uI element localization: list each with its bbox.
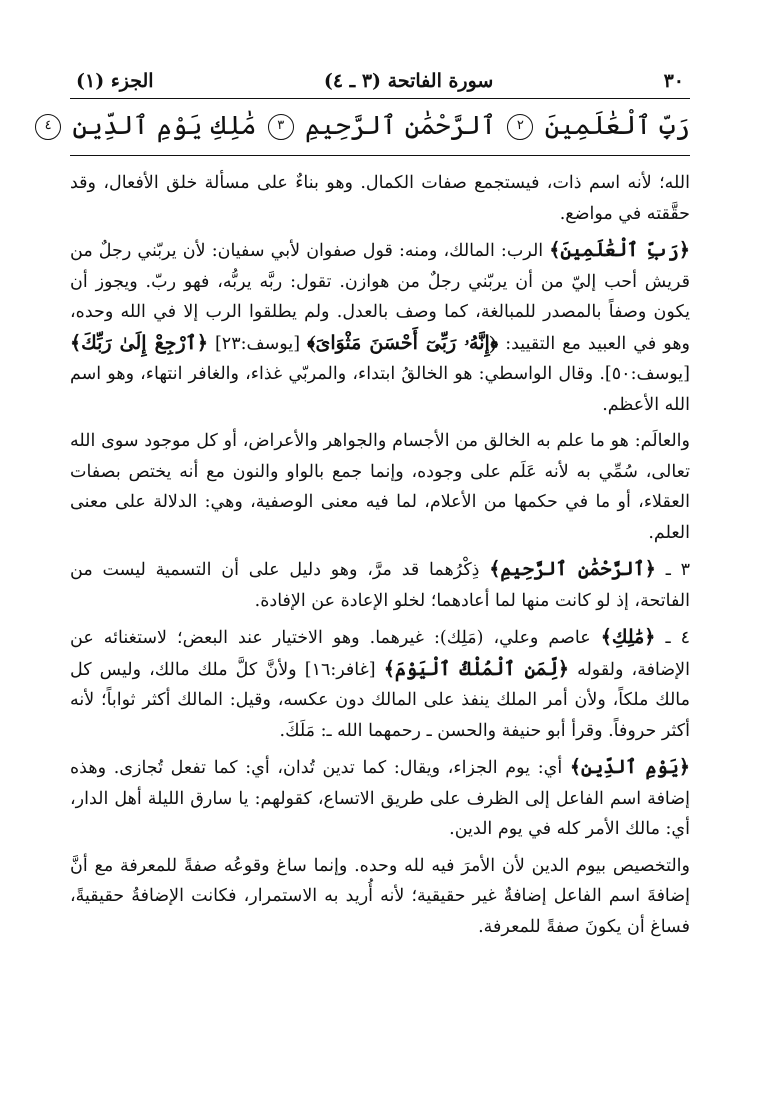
paragraph-2-text-1: الرب: المالك، ومنه: قول صفوان لأبي سفيان: لأن يربّني رجلٌ من قريش أحب إليّ من أن يربّني رجلٌ من هوازن. تقول: ربَّه يربُّه، فهو ربّ. ويجوز أن يكون وصفاً بالمصدر للمبالغة، كما وصف بالعدل. ولم يطلقوا الرب إلا في الله وحده، وهو في العبيد مع التقييد: bbox=[70, 241, 690, 354]
quran-verse-line bbox=[44, 99, 690, 155]
paragraph-5-lead: ٤ ـ bbox=[655, 628, 690, 648]
verse-divider bbox=[70, 155, 690, 156]
paragraph-6 bbox=[70, 752, 690, 845]
paragraph-4-text: ذِكْرُهما قد مرَّ، وهو دليل على أن التسمية ليست من الفاتحة، إذ لو كانت منها لما أعادهما؛ لخلو الإعادة عن الإفادة. bbox=[70, 560, 690, 611]
verse-marker-2: ٢ bbox=[507, 114, 533, 140]
paragraph-4-lead: ٣ ـ bbox=[655, 560, 690, 580]
quote-yusuf-23: ﴿إِنَّهُۥ رَبِّىٓ أَحْسَنَ مَثْوَاىَ﴾ bbox=[307, 331, 499, 354]
part-label: الجزء (١) bbox=[76, 70, 154, 92]
paragraph-5-text-2: [غافر:١٦] ولأنَّ كلَّ ملك مالك، وليس كل مالك ملكاً، ولأن أمر الملك ينفذ على المالك دون عكسه، وقيل: المالك أكثر ثواباً؛ لأنه أكثر حروفاً. وقرأ أبو حنيفة والحسن ـ رحمهما الله ـ: مَلَكَ. bbox=[70, 659, 690, 741]
page-number: ٣٠ bbox=[663, 70, 684, 92]
paragraph-2 bbox=[70, 235, 690, 420]
quote-ghafir-16: ﴿لِّمَنِ ٱلْمُلْكُ ٱلْيَوْمَ﴾ bbox=[383, 657, 569, 680]
paragraph-3: والعالَم: هو ما علم به الخالق من الأجسام والجواهر والأعراض، أو كل موجود سوى الله تعالى، سُمِّي به لأنه عَلَم على وجوده، وإنما جمع بالواو والنون مع أنه يختص بصفات العقلاء، أو ما في حكمها من الأعلام، لما فيه معنى الوصفية، وهي: الدلالة على معنى العلم. bbox=[70, 431, 690, 543]
surah-title: سورة الفاتحة (٣ ـ ٤) bbox=[323, 70, 494, 92]
verse-2-end: رَبِّ ٱلْعَٰلَمِينَ bbox=[544, 111, 690, 141]
quote-rabb-al-alamin: ﴿رَبِّ ٱلْعَٰلَمِينَ﴾ bbox=[549, 239, 690, 261]
paragraph-5-text-1: عاصم وعلي، (مَلِك): غيرهما. وهو الاختيار عند البعض؛ لاستغنائه عن الإضافة، ولقوله bbox=[70, 628, 690, 680]
quote-malik: ﴿مَٰلِكِ﴾ bbox=[600, 626, 656, 648]
verse-4: مَٰلِكِ يَوْمِ ٱلدِّينِ bbox=[72, 111, 257, 141]
paragraph-7: والتخصيص بيوم الدين لأن الأمرَ فيه لله وحده. وإنما ساغ وقوعُه صفةً للمعرفة مع أنَّ إضافةَ اسم الفاعل إضافةٌ غير حقيقية؛ لأنه أُريد به الاستمرار، فكانت الإضافةُ حقيقيةً، فساغ أن يكونَ صفةً للمعرفة. bbox=[70, 855, 690, 937]
paragraph-6-text: أي: يوم الجزاء، ويقال: كما تدين تُدان، أي: كما تفعل تُجازى. وهذه إضافة اسم الفاعل إلى الظرف على طريق الاتساع، كقولهم: يا سارق الليلة أهل الدار، أي: مالك الأمر كله في يوم الدين. bbox=[70, 758, 690, 839]
verse-marker-4: ٤ bbox=[35, 114, 61, 140]
paragraph-5 bbox=[70, 622, 690, 746]
book-page bbox=[44, 70, 690, 948]
paragraph-2-text-3: [يوسف:٥٠]. وقال الواسطي: هو الخالقُ ابتداء، والمربّي غذاء، والغافر انتهاء، وهو اسم الله الأعظم. bbox=[70, 364, 690, 415]
quote-ar-rahman: ﴿ٱلرَّحْمَٰنِ ٱلرَّحِيمِ﴾ bbox=[489, 558, 656, 580]
quote-yusuf-50: ﴿ٱرْجِعْ إِلَىٰ رَبِّكَ﴾ bbox=[70, 331, 208, 354]
running-header bbox=[70, 70, 690, 98]
paragraph-1: الله؛ لأنه اسم ذات، فيستجمع صفات الكمال. وهو بناءٌ على مسألة خلق الأفعال، وقد حقَّقته في مواضع. bbox=[70, 173, 690, 224]
verse-3: ٱلرَّحْمَٰنِ ٱلرَّحِيمِ bbox=[305, 111, 497, 141]
verse-marker-3: ٣ bbox=[268, 114, 294, 140]
quote-yawm-ad-din: ﴿يَوْمِ ٱلدِّينِ﴾ bbox=[569, 756, 690, 778]
paragraph-4 bbox=[70, 554, 690, 616]
paragraph-2-text-2: [يوسف:٢٣] bbox=[207, 333, 308, 354]
commentary-body bbox=[70, 168, 690, 942]
